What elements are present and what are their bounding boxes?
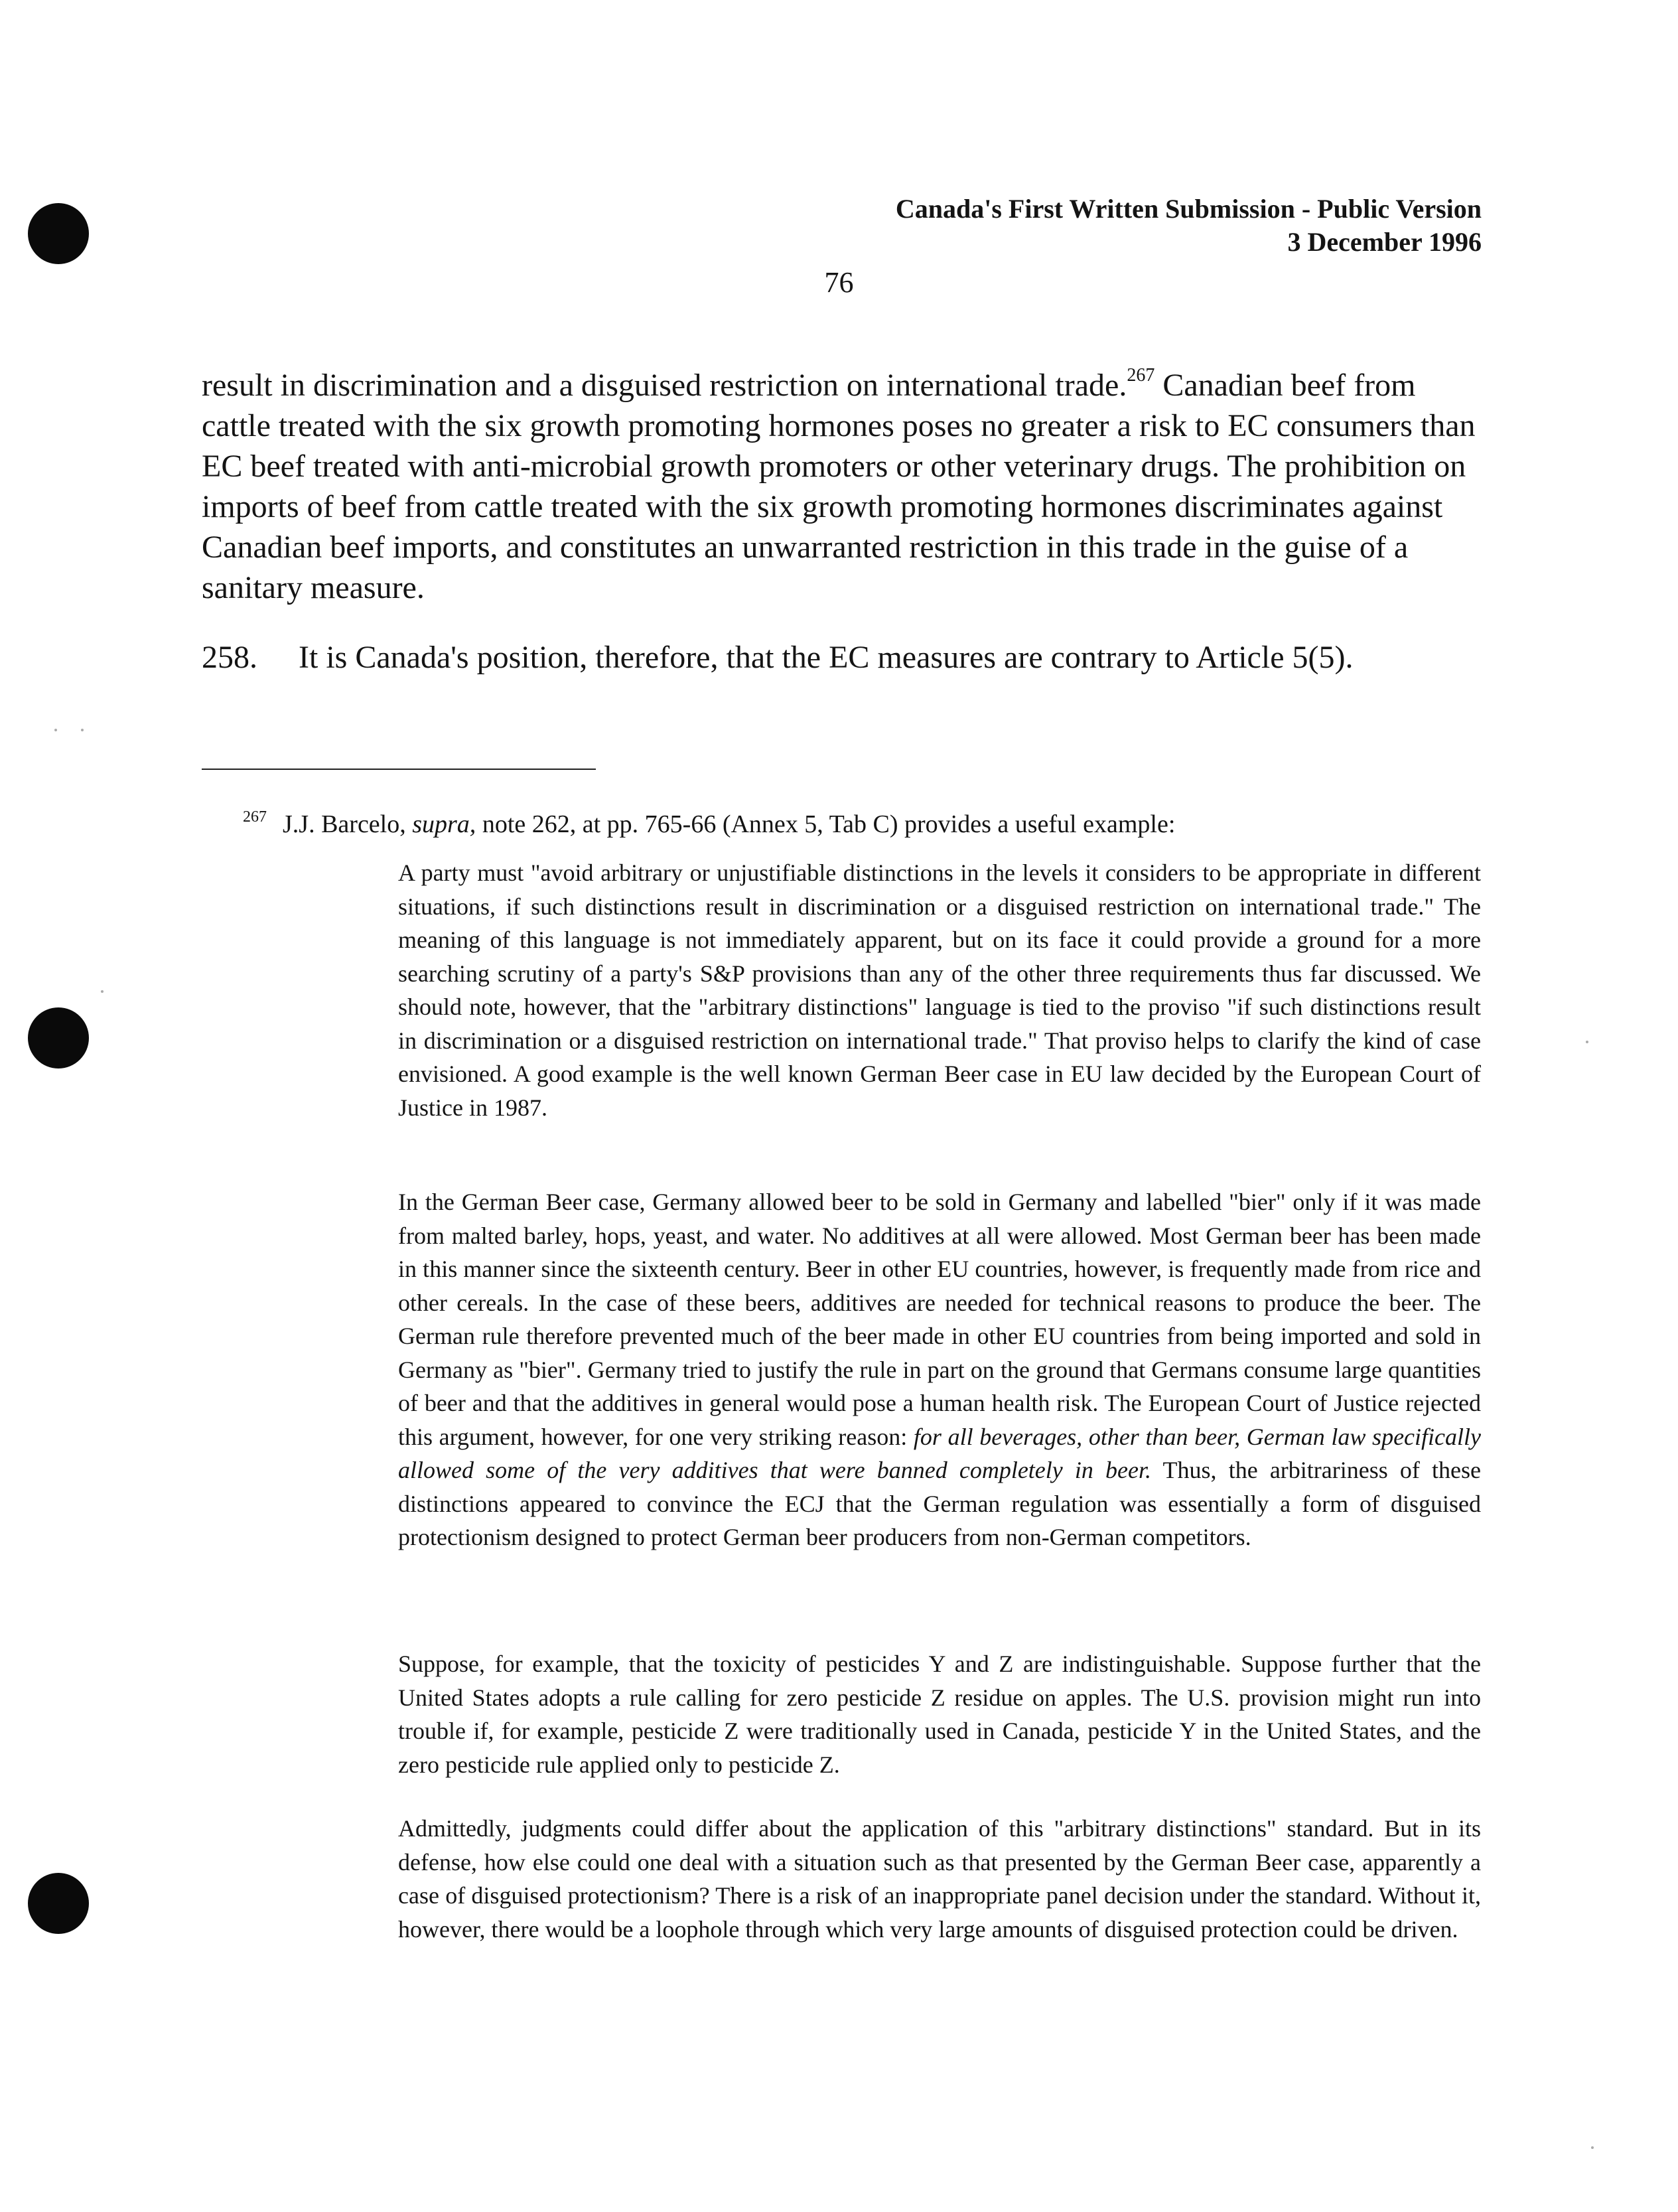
footnote-heading bbox=[243, 808, 1175, 840]
footnote-number: 267 bbox=[243, 808, 267, 826]
scan-speck bbox=[1591, 2146, 1594, 2149]
punch-hole-middle bbox=[28, 1007, 89, 1069]
paragraph-number: 258. bbox=[202, 640, 257, 675]
scan-speck bbox=[81, 729, 84, 731]
page-number: 76 bbox=[824, 266, 854, 299]
scan-speck bbox=[101, 990, 104, 993]
footnote-citation: note 262, at pp. 765-66 (Annex 5, Tab C) provides a useful example: bbox=[482, 810, 1176, 838]
scan-speck bbox=[1586, 1041, 1588, 1043]
footnote-supra: supra, bbox=[412, 810, 476, 838]
footnote-quote-paragraph-2 bbox=[398, 1185, 1481, 1554]
punch-hole-top bbox=[28, 203, 89, 264]
quote-2-text-after: Thus, the arbitrariness of these distinctions appeared to convince the ECJ that the German regulation was essentially a form of disguised protectionism designed to protect German beer producers from non-German competitors. bbox=[398, 1457, 1482, 1550]
footnote-author: J.J. Barcelo, bbox=[283, 810, 406, 838]
header-title: Canada's First Written Submission - Public Version bbox=[895, 194, 1482, 224]
footnote-quote-paragraph-4: Admittedly, judgments could differ about the application of this "arbitrary distinctions" standard. But in its defense, how else could one deal with a situation such as that presented by the German Beer case, apparently a case of disguised protectionism? There is a risk of an inappropriate panel decision under the standard. Without it, however, there would be a loophole through which very large amounts of disguised protection could be driven. bbox=[398, 1815, 1481, 1943]
paragraph-258 bbox=[202, 637, 1482, 678]
header-date: 3 December 1996 bbox=[1287, 227, 1482, 257]
scan-speck bbox=[54, 729, 57, 731]
quote-2-text-before: In the German Beer case, Germany allowed beer to be sold in Germany and labelled "bier" only if it was made from malted barley, hops, yeast, and water. No additives at all were allowed. Most German beer has been made in this manner since the sixteenth century. Beer in other EU countries, however, is frequently made from rice and other cereals. In the case of these beers, additives are needed for technical reasons to produce the beer. The German rule therefore prevented much of the beer made in other EU countries from being imported and sold in Germany as "bier". Germany tried to justify the rule in part on the ground that Germans consume large quantities of beer and that the additives in general would pose a human health risk. The European Court of Justice rejected this argument, however, for one very striking reason: bbox=[398, 1189, 1481, 1450]
footnote-separator bbox=[202, 769, 596, 770]
footnote-quote-paragraph-3: Suppose, for example, that the toxicity of pesticides Y and Z are indistinguishable. Suppose further that the United States adopts a rule calling for zero pesticide Z residue on apples. The U.S. provision might run into trouble if, for example, pesticide Z were traditionally used in Canada, pesticide Y in the United States, and the zero pesticide rule applied only to pesticide Z. bbox=[398, 1651, 1481, 1778]
quote-2-italic-text: for all beverages, other than beer, German law specifically allowed some of the very additives that were banned completely in beer. bbox=[398, 1423, 1481, 1483]
body-text-before-ref: result in discrimination and a disguised restriction on international trade. bbox=[202, 368, 1127, 403]
punch-hole-bottom bbox=[28, 1873, 89, 1934]
body-text-after-ref: Canadian beef from cattle treated with the six growth promoting hormones poses no greater a risk to EC consumers than EC beef treated with anti-microbial growth promoters or other veterinary drugs. The prohibition on imports of beef from cattle treated with the six growth promoting hormones discriminates against Canadian beef imports, and constitutes an unwarranted restriction in this trade in the guise of a sanitary measure. bbox=[202, 368, 1476, 605]
footnote-quote-paragraph-1: A party must "avoid arbitrary or unjustifiable distinctions in the levels it considers to be appropriate in different situations, if such distinctions result in discrimination or a disguised restriction on international trade." The meaning of this language is not immediately apparent, but on its face it could provide a ground for a more searching scrutiny of a party's S&P provisions than any of the other three requirements thus far discussed. We should note, however, that the "arbitrary distinctions" language is tied to the proviso "if such distinctions result in discrimination or a disguised restriction on international trade." That proviso helps to clarify the kind of case envisioned. A good example is the well known German Beer case in EU law decided by the European Court of Justice in 1987. bbox=[398, 859, 1481, 1121]
body-paragraph-continued bbox=[202, 365, 1482, 608]
footnote-reference: 267 bbox=[1127, 365, 1155, 386]
paragraph-258-text: It is Canada's position, therefore, that the EC measures are contrary to Article 5(5). bbox=[299, 640, 1354, 675]
document-header bbox=[896, 192, 1482, 259]
